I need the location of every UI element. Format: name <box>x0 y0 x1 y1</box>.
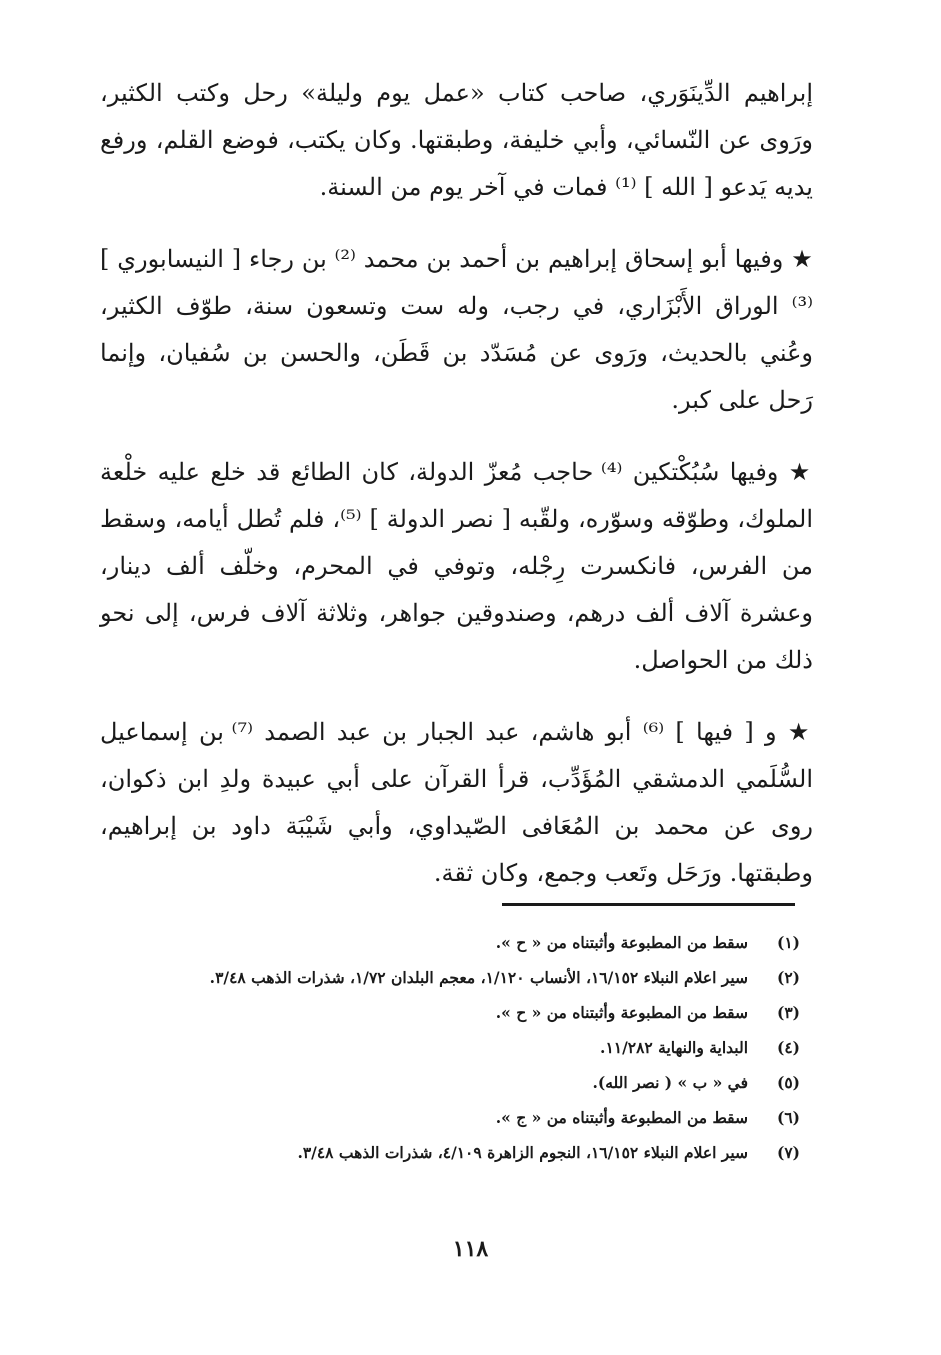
paragraph-3: ★ وفيها سُبُكْتكين ⁽⁴⁾ حاجب مُعزّ الدولة، كان الطائع قد خلع عليه خلْعة الملوك، وطوّقه وسوّره، ولقّبه [ نصر الدولة ] ⁽⁵⁾، فلم تُطل أيامه، وسقط من الفرس، فانكسرت رِجْله، وتوفي في المحرم، وخلّف ألف دينار، وعشرة آلاف ألف درهم، وصندوقين جواهر، وثلاثة آلاف فرس، إلى نحو ذلك من الحواصل. <box>100 458 814 674</box>
page-number: ١١٨ <box>452 1236 489 1262</box>
footnote-number: (٧) <box>776 1143 800 1162</box>
footnote-text: سير اعلام النبلاء ١٦/١٥٢، الأنساب ١/١٢٠، معجم البلدان ١/٧٢، شذرات الذهب ٣/٤٨. <box>209 968 748 987</box>
footnote-6 <box>100 1100 800 1135</box>
main-text <box>100 70 813 922</box>
footnote-number: (٢) <box>776 968 800 987</box>
footnote-number: (٦) <box>776 1108 800 1127</box>
footnote-text: سقط من المطبوعة وأثبتناه من « ج ». <box>495 1108 748 1127</box>
footnote-7 <box>100 1135 800 1170</box>
footnote-1 <box>100 925 800 960</box>
footnote-text: البداية والنهاية ١١/٢٨٢. <box>600 1038 748 1057</box>
footnote-text: سقط من المطبوعة وأثبتناه من « ح ». <box>495 933 748 952</box>
paragraph-1: إبراهيم الدِّينَوَري، صاحب كتاب «عمل يوم وليلة» رحل وكتب الكثير، ورَوى عن النّسائي، وأبي خليفة، وطبقتها. وكان يكتب، فوضع القلم، ورفع يديه يَدعو [ الله ] ⁽¹⁾ فمات في آخر يوم من السنة. <box>100 79 813 201</box>
footnote-separator <box>502 903 795 906</box>
paragraph-2: ★ وفيها أبو إسحاق إبراهيم بن أحمد بن محمد ⁽²⁾ بن رجاء [ النيسابوري ] ⁽³⁾ الوراق الأَبْزَاري، في رجب، وله ست وتسعون سنة، طوّف الكثير، وعُني بالحديث، ورَوى عن مُسَدّد بن قَطَن، والحسن بن سُفيان، وإنما رَحل على كبر. <box>100 245 813 414</box>
footnote-text: سقط من المطبوعة وأثبتناه من « ح ». <box>495 1003 748 1022</box>
footnote-number: (٥) <box>776 1073 800 1092</box>
footnote-5 <box>100 1065 800 1100</box>
footnote-3 <box>100 995 800 1030</box>
footnote-number: (٤) <box>776 1038 800 1057</box>
footnote-text: في « ب » ( نصر الله). <box>592 1073 748 1092</box>
footnote-number: (٣) <box>776 1003 800 1022</box>
footnote-4 <box>100 1030 800 1065</box>
paragraph-4: ★ و [ فيها ] ⁽⁶⁾ أبو هاشم، عبد الجبار بن عبد الصمد ⁽⁷⁾ بن إسماعيل السُّلَمي الدمشقي المُؤَدِّب، قرأ القرآن على أبي عبيدة ولدِ ابن ذكوان، روى عن محمد بن المُعَافى الصّيداوي، وأبي شَيْبَة داود بن إبراهيم، وطبقتها. ورَحَل وتَعب وجمع، وكان ثقة. <box>100 718 813 887</box>
footnotes <box>100 925 800 1170</box>
footnote-2 <box>100 960 800 995</box>
footnote-number: (١) <box>776 933 800 952</box>
footnote-text: سير اعلام النبلاء ١٦/١٥٢، النجوم الزاهرة ٤/١٠٩، شذرات الذهب ٣/٤٨. <box>297 1143 748 1162</box>
